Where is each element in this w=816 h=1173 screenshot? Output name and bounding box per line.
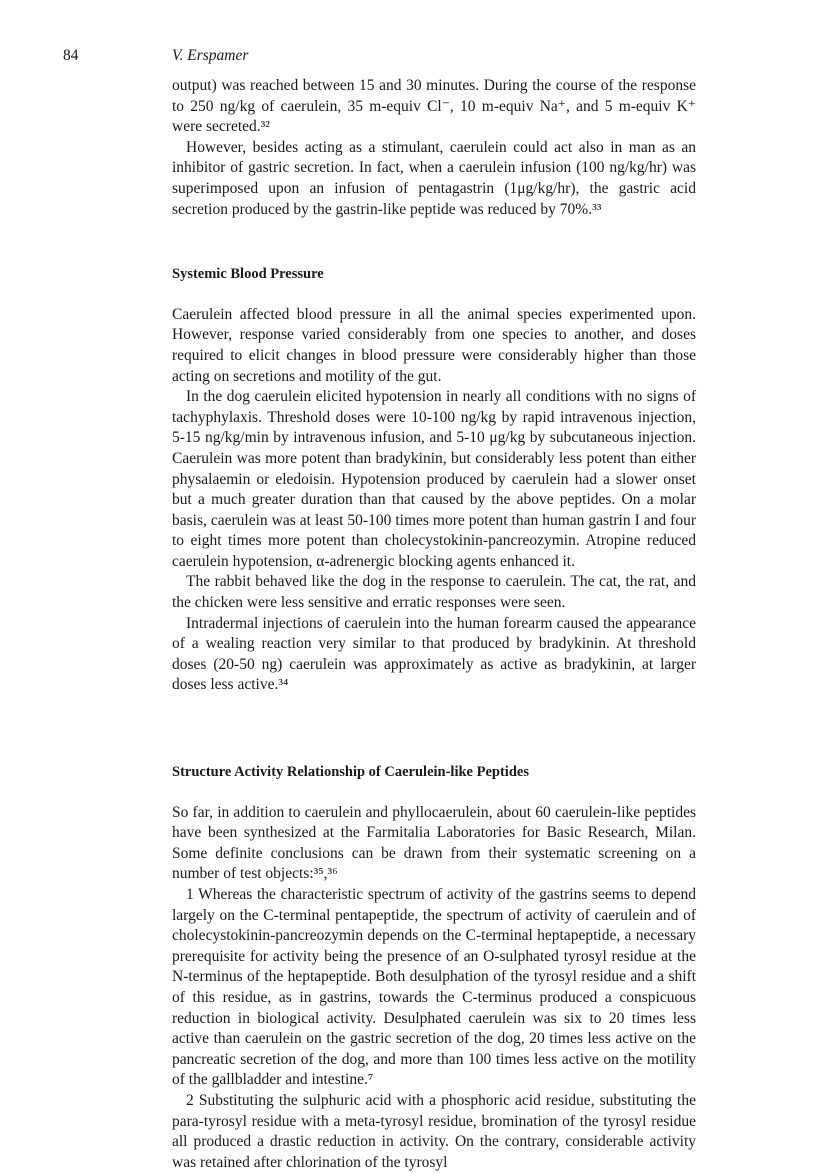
paragraph: Caerulein affected blood pressure in all the animal species experimented upon. However, response varied considerably from one species to another, and doses required to elicit changes in blood pressure were considerably higher than those acting on secretions and motility of the gut. [172, 305, 696, 385]
numbered-paragraph: 1 Whereas the characteristic spectrum of activity of the gastrins seems to depend largely on the C-terminal pentapeptide, the spectrum of activity of caerulein and of cholecystokinin-pancreozymin depends on the C-terminal heptapeptide, a necessary prerequisite for activity being the presence of an O-sulphated tyrosyl residue at the N-terminus of the heptapeptide. Both desulphation of the tyrosyl residue and a shift of this residue, as in gastrins, towards the C-terminus produced a conspicuous reduction in biological activity. Desulphated caerulein was six to 20 times less active than caerulein on the gastric secretion of the dog, 20 times less active on the pancreatic secretion of the dog, and more than 100 times less active on the motility of the gallbladder and intestine.⁷ [172, 886, 696, 1089]
section-heading: Structure Activity Relationship of Caerulein-like Peptides [172, 764, 529, 781]
paragraph: Intradermal injections of caerulein into the human forearm caused the appearance of a wealing reaction very similar to that produced by bradykinin. At threshold doses (20-50 ng) caerulein was approximately as active as bradykinin, at larger doses less active.³⁴ [172, 614, 696, 694]
author-name: V. Erspamer [172, 47, 249, 64]
paragraph: The rabbit behaved like the dog in the response to caerulein. The cat, the rat, and the chicken were less sensitive and erratic responses were seen. [172, 573, 696, 612]
paragraph: So far, in addition to caerulein and phyllocaerulein, about 60 caerulein-like peptides have been synthesized at the Farmitalia Laboratories for Basic Research, Milan. Some definite conclusions can be drawn from their systematic screening on a number of test objects:³⁵,³⁶ [172, 803, 696, 883]
page-number: 84 [63, 47, 79, 64]
section-heading: Systemic Blood Pressure [172, 266, 324, 283]
paragraph: output) was reached between 15 and 30 minutes. During the course of the response to 250 ng/kg of caerulein, 35 m-equiv Cl⁻, 10 m-equiv Na⁺, and 5 m-equiv K⁺ were secreted.³² [172, 77, 696, 136]
paragraph: In the dog caerulein elicited hypotension in nearly all conditions with no signs of tachyphylaxis. Threshold doses were 10-100 ng/kg by rapid intravenous injection, 5-15 ng/kg/min by intravenous infusion, and 5-10 μg/kg by subcutaneous injection. Caerulein was more potent than bradykinin, but considerably less potent than either physalaemin or eledoisin. Hypotension produced by caerulein had a slower onset but a much greater duration than that caused by the above peptides. On a molar basis, caerulein was at least 50-100 times more potent than human gastrin I and four to eight times more potent than cholecystokinin-pancreozymin. Atropine reduced caerulein hypotension, α-adrenergic blocking agents enhanced it. [172, 388, 696, 570]
body-text [172, 76, 696, 1173]
numbered-paragraph: 2 Substituting the sulphuric acid with a phosphoric acid residue, substituting the para-tyrosyl residue with a meta-tyrosyl residue, bromination of the tyrosyl residue all produced a drastic reduction in activity. On the contrary, considerable activity was retained after chlorination of the tyrosyl [172, 1091, 696, 1171]
paragraph: However, besides acting as a stimulant, caerulein could act also in man as an inhibitor of gastric secretion. In fact, when a caerulein infusion (100 ng/kg/hr) was superimposed upon an infusion of pentagastrin (1μg/kg/hr), the gastric acid secretion produced by the gastrin-like peptide was reduced by 70%.³³ [172, 138, 696, 218]
